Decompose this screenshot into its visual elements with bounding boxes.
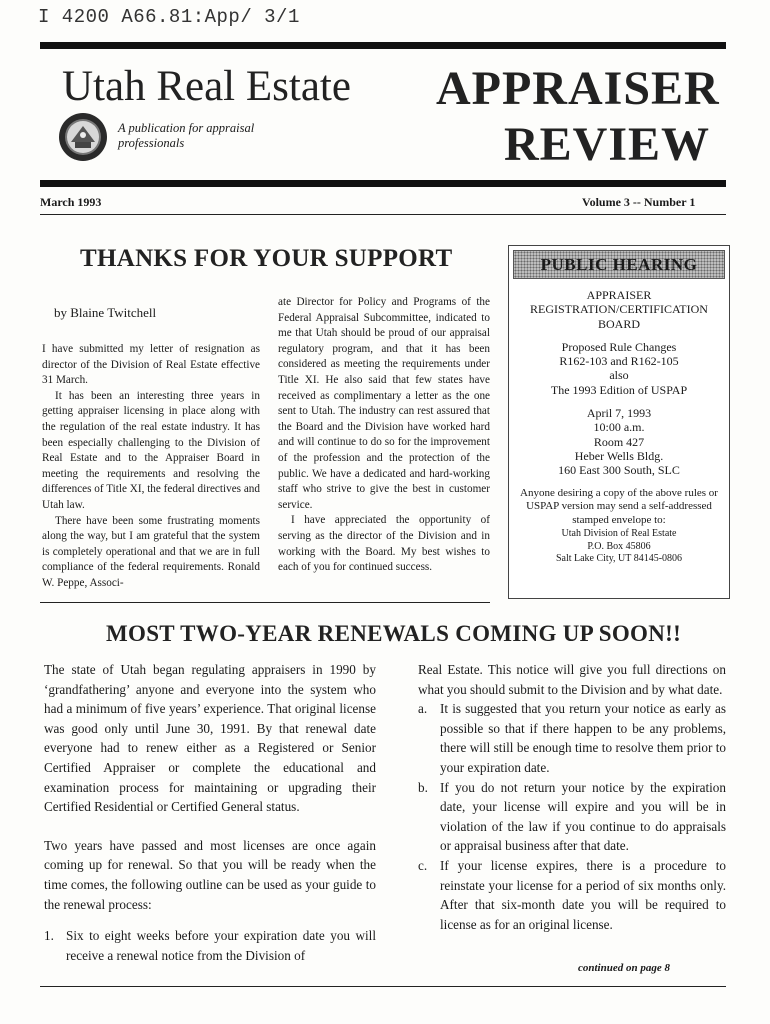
- state-seal-icon: [58, 112, 108, 162]
- article1-paragraph: There have been some frustrating moments along the way, but I am grateful that the system is completely operational and that we are in full compliance of the federal requirements. Ronald W. Peppe, Associ-: [42, 514, 260, 589]
- hearing-line: Room 427: [593, 434, 645, 449]
- article2-paragraph: The state of Utah began regulating appraisers in 1990 by ‘grandfathering’ anyone and everyone into the system who had a minimum of five years’ experience. That original license was good only until June 30, 1991. By that renewal date everyone had to renew either as a Registered or Senior Certified Appraiser or complete the educational and examination process for maintaining or upgrading their Certified Residential or Certified General status.: [44, 662, 376, 815]
- publication-title: Utah Real Estate: [62, 63, 351, 110]
- changes-line: The 1993 Edition of USPAP: [550, 382, 688, 397]
- hearing-line: 10:00 a.m.: [593, 420, 645, 435]
- list-marker: b.: [418, 779, 428, 795]
- public-hearing-box: [508, 245, 730, 599]
- list-marker: 1.: [44, 928, 54, 944]
- renewal-substep: [418, 856, 726, 934]
- byline: by Blaine Twitchell: [54, 305, 157, 320]
- headline-renewals: MOST TWO-YEAR RENEWALS COMING UP SOON!!: [106, 621, 682, 646]
- article2-column-2: [418, 660, 726, 934]
- board-line: APPRAISER: [586, 288, 652, 302]
- article1-bottom-rule: [40, 602, 490, 603]
- list-text: It is suggested that you return your notice as early as possible so that if there happen to be any problems, there will still be enough time to resolve them prior to your expiration date.: [440, 701, 726, 775]
- board-line: BOARD: [597, 316, 640, 331]
- list-text: If your license expires, there is a procedure to reinstate your license for a period of six months only. After that six-month date you will be required to license as for an original license.: [440, 857, 726, 932]
- hearing-line: 160 East 300 South, SLC: [558, 463, 680, 478]
- list-marker: a.: [418, 701, 428, 717]
- masthead-bottom-rule: [40, 180, 726, 187]
- article1-paragraph: I have appreciated the opportunity of serving as the director of the Division and in working with the Board. My best wishes to each of you for continued success.: [278, 514, 490, 574]
- public-hearing-header: PUBLIC HEARING: [513, 250, 725, 279]
- article1-column-1: [42, 342, 260, 592]
- address-line: Utah Division of Real Estate: [561, 527, 677, 539]
- board-line: REGISTRATION/CERTIFICATION: [530, 302, 708, 317]
- article2-column-1: [44, 660, 376, 965]
- headline-thanks: THANKS FOR YOUR SUPPORT: [80, 245, 453, 272]
- article2-paragraph: Real Estate. This notice will give you full directions on what you should submit to the Division and by what date.: [418, 662, 726, 697]
- issue-volume: Volume 3 -- Number 1: [582, 195, 696, 209]
- list-marker: c.: [418, 857, 428, 873]
- list-text: Six to eight weeks before your expiration date you will receive a renewal notice from the Division of: [66, 928, 376, 963]
- masthead-appraiser: APPRAISER: [436, 62, 720, 115]
- hearing-notice: Anyone desiring a copy of the above rules or USPAP version may send a self-addressed stamped envelope to:: [520, 486, 718, 527]
- hearing-line: April 7, 1993: [586, 406, 652, 421]
- hearing-line: Heber Wells Bldg.: [574, 448, 664, 463]
- article1-paragraph: I have submitted my letter of resignation as director of the Division of Real Estate effective 31 March.: [42, 343, 260, 387]
- changes-line: R162-103 and R162-105: [559, 354, 679, 369]
- address-line: P.O. Box 45806: [587, 540, 651, 552]
- article1-paragraph: It has been an interesting three years in getting appraiser licensing in place along with the regulation of the real estate industry. It has been especially challenging to the Division of Real Estate and to the Appraiser Board in meeting the requirements and resolving the differences of Title XI, the federal directives and Utah law.: [42, 389, 260, 511]
- renewal-substep: [418, 778, 726, 856]
- article1-paragraph: ate Director for Policy and Programs of the Federal Appraisal Subcommittee, indicated to me that Utah should be proud of our appraisal regulatory program, and that it has been considered as meeting the requirements under Title XI. He also said that few states have received as complimentary a letter as the one sent to Utah. The industry can rest assured that the Board and the Division have worked hard and will continue to do so for the improvement of the profession and the protection of the public. We have a dedicated and hard-working staff who strive to give the best in customer service.: [278, 296, 490, 511]
- tagline: A publication for appraisal professionals: [118, 121, 255, 150]
- address-line: Salt Lake City, UT 84145-0806: [555, 553, 683, 565]
- issue-date: March 1993: [40, 195, 102, 209]
- article1-column-2: [278, 295, 490, 576]
- continued-note: continued on page 8: [578, 962, 670, 974]
- masthead-review: REVIEW: [504, 118, 711, 171]
- list-text: If you do not return your notice by the expiration date, your license will expire and you will be in violation of the law if you continue to do appraisals or appraisal business after that date.: [440, 779, 726, 854]
- renewal-substep: [418, 699, 726, 777]
- masthead-top-rule: [40, 42, 726, 49]
- catalog-stamp: I 4200 A66.81:App/ 3/1: [38, 6, 300, 28]
- article2-paragraph: Two years have passed and most licenses are once again coming up for renewal. So that you will be ready when the time comes, the following outline can be used as your guide to the renewal process:: [44, 837, 376, 912]
- renewal-step: [44, 926, 376, 965]
- footer-rule: [40, 986, 726, 987]
- issue-rule: [40, 214, 726, 215]
- changes-line: Proposed Rule Changes: [561, 339, 677, 354]
- changes-line: also: [609, 368, 629, 383]
